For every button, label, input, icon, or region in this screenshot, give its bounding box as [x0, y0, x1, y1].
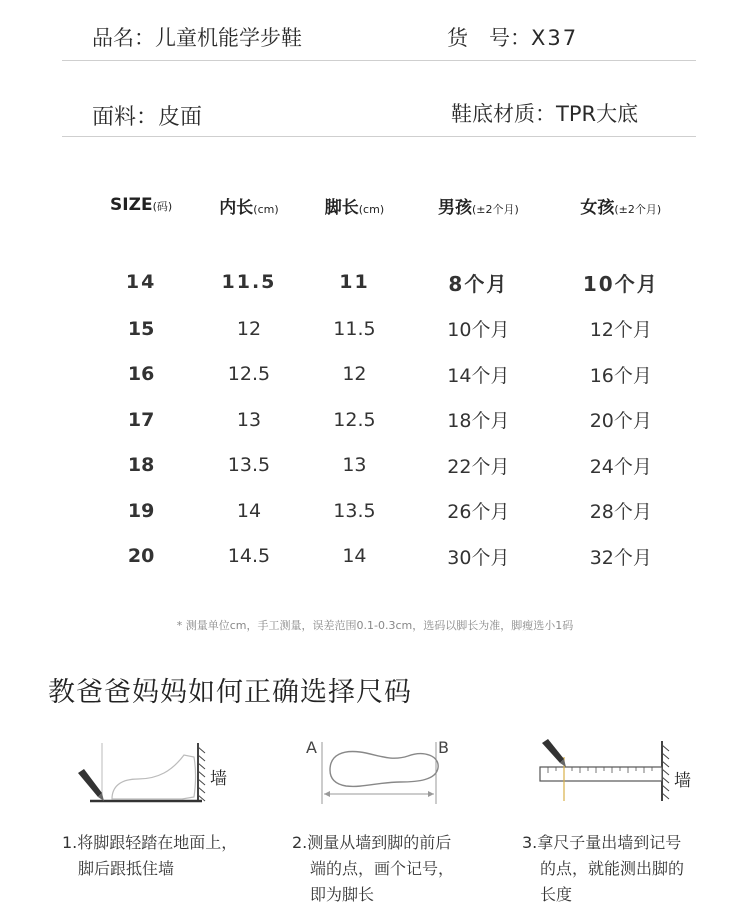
cell-boy-age: 8个月 — [448, 271, 509, 296]
cell-girl-age: 32个月 — [589, 546, 652, 569]
cell-inner-length: 13.5 — [227, 454, 271, 477]
cell-inner-length: 12.5 — [227, 363, 271, 386]
cell-foot-length: 12.5 — [333, 408, 376, 431]
size-table — [86, 186, 692, 579]
measurement-note: * 测量单位cm，手工测量，误差范围0.1-0.3cm，选码以脚长为准，脚瘦选小1码 — [176, 619, 574, 632]
step3-line3: 长度 — [540, 885, 573, 904]
cell-girl-age: 16个月 — [589, 364, 652, 387]
material-value: 皮面 — [158, 105, 203, 130]
cell-inner-length: 12 — [236, 317, 262, 340]
size-table-header — [86, 186, 692, 224]
table-row — [86, 352, 692, 398]
step2-line2: 端的点，画个记号， — [310, 859, 455, 878]
step3-illustration — [534, 735, 674, 805]
cell-boy-age: 22个月 — [447, 455, 510, 478]
cell-size: 19 — [127, 499, 155, 522]
cell-boy-age: 18个月 — [447, 410, 510, 433]
table-row — [86, 534, 692, 580]
step1-caption — [62, 830, 237, 882]
header-foot-length: 脚长(cm) — [324, 197, 385, 218]
header-boy-age: 男孩(±2个月) — [437, 197, 519, 218]
step2-line1: 2.测量从墙到脚的前后 — [292, 833, 452, 852]
label-a: A — [306, 738, 317, 757]
cell-boy-age: 30个月 — [447, 546, 510, 569]
cell-girl-age: 28个月 — [589, 501, 652, 524]
cell-boy-age: 10个月 — [447, 319, 510, 342]
sole-label: 鞋底材质： — [451, 102, 556, 126]
item-number-label: 货 号： — [447, 26, 531, 50]
cell-size: 16 — [127, 363, 155, 386]
item-number — [447, 22, 578, 52]
cell-boy-age: 14个月 — [447, 364, 510, 387]
cell-size: 14 — [125, 271, 157, 293]
wall-label-3: 墙 — [674, 771, 691, 791]
pen-icon — [78, 769, 104, 801]
cell-size: 17 — [127, 408, 155, 431]
step1-line2: 脚后跟抵住墙 — [78, 859, 175, 878]
step2-caption — [292, 830, 454, 908]
material-label: 面料： — [92, 105, 159, 130]
material — [92, 100, 202, 131]
label-b: B — [438, 738, 449, 757]
cell-girl-age: 10个月 — [582, 271, 659, 296]
sole-material — [451, 98, 638, 128]
cell-foot-length: 11 — [339, 271, 370, 293]
table-row — [86, 488, 692, 534]
pen-icon — [542, 739, 566, 767]
cell-girl-age: 12个月 — [589, 319, 652, 342]
step3-line2: 的点，就能测出脚的 — [540, 859, 685, 878]
cell-foot-length: 14 — [342, 545, 367, 568]
step3-line1: 3.拿尺子量出墙到记号 — [522, 833, 682, 852]
cell-inner-length: 13 — [236, 408, 262, 431]
cell-size: 18 — [127, 454, 155, 477]
header-size: SIZE(码) — [110, 195, 173, 215]
guide-title: 教爸爸妈妈如何正确选择尺码 — [48, 677, 412, 708]
divider-middle — [62, 136, 696, 137]
product-name-label: 品名： — [92, 26, 155, 50]
table-row — [86, 397, 692, 443]
cell-foot-length: 13.5 — [333, 499, 376, 522]
header-inner-length: 内长(cm) — [219, 197, 279, 218]
cell-girl-age: 24个月 — [589, 455, 652, 478]
table-row — [86, 443, 692, 489]
header-girl-age: 女孩(±2个月) — [580, 197, 662, 218]
product-name — [92, 22, 302, 52]
cell-inner-length: 14 — [236, 499, 262, 522]
divider-top — [62, 60, 696, 61]
cell-foot-length: 11.5 — [333, 317, 376, 340]
wall-label-1: 墙 — [210, 769, 227, 789]
cell-foot-length: 13 — [342, 454, 367, 477]
table-row — [86, 306, 692, 352]
cell-girl-age: 20个月 — [589, 410, 652, 433]
step1-line1: 1.将脚跟轻踏在地面上， — [62, 833, 238, 852]
step2-line3: 即为脚长 — [310, 885, 375, 904]
sole-value: TPR大底 — [556, 102, 639, 126]
step3-caption — [522, 830, 684, 908]
table-row — [86, 224, 692, 306]
cell-inner-length: 11.5 — [221, 271, 277, 293]
cell-inner-length: 14.5 — [227, 545, 271, 568]
cell-size: 20 — [127, 545, 155, 568]
item-number-value: X37 — [531, 26, 579, 50]
cell-size: 15 — [127, 317, 155, 340]
cell-boy-age: 26个月 — [447, 501, 510, 524]
cell-foot-length: 12 — [342, 363, 367, 386]
product-name-value: 儿童机能学步鞋 — [155, 26, 302, 50]
step2-illustration — [300, 738, 460, 808]
